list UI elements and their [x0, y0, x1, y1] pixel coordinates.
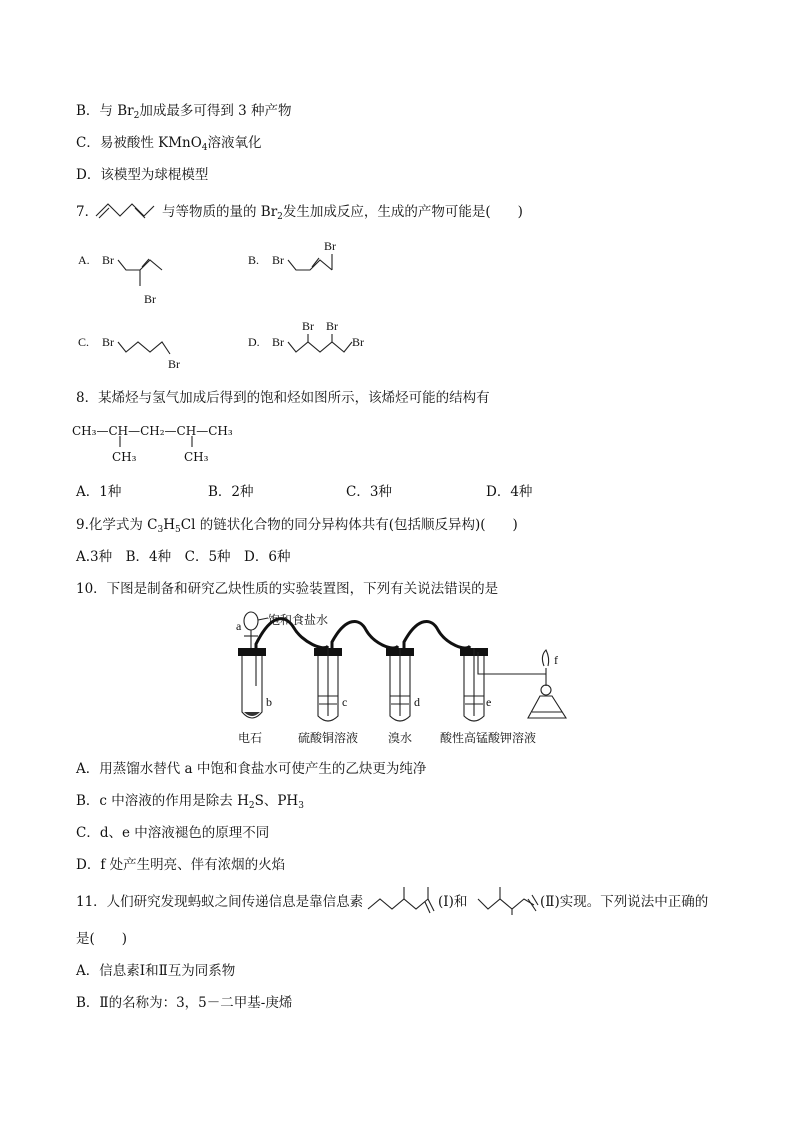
- q10-option-a: A．用蒸馏水替代 a 中饱和食盐水可使产生的乙炔更为纯净: [76, 761, 427, 777]
- svg-text:Br: Br: [272, 253, 284, 267]
- label-b: b: [266, 695, 272, 709]
- q11-option-a: A．信息素Ⅰ和Ⅱ互为同系物: [76, 963, 236, 979]
- q11-stem-mid: (Ⅰ)和: [438, 894, 468, 910]
- svg-text:Br: Br: [326, 319, 338, 333]
- q6-option-d: D．该模型为球棍模型: [76, 167, 209, 183]
- q8-branch-bonds: [72, 436, 272, 448]
- svg-text:Br: Br: [168, 357, 180, 371]
- q8-stem: 8．某烯烃与氢气加成后得到的饱和烃如图所示，该烯烃可能的结构有: [76, 390, 490, 406]
- q7-number: 7．: [76, 204, 99, 220]
- q10-apparatus-diagram: [228, 608, 568, 748]
- q7-option-d-structure: [248, 318, 388, 368]
- q10-stem: 10．下图是制备和研究乙炔性质的实验装置图，下列有关说法错误的是: [76, 581, 499, 597]
- label-a: a: [236, 619, 242, 633]
- q11-pheromone-i-structure: [368, 885, 438, 915]
- label-funnel: 饱和食盐水: [268, 613, 329, 627]
- q11-stem-cont: 是( ): [76, 931, 128, 947]
- label-tube-1: 电石: [238, 731, 263, 745]
- svg-text:B.: B.: [248, 253, 260, 267]
- q6-option-c: C．易被酸性 KMnO$_4$溶液氧化: [76, 135, 262, 153]
- q9-stem: 9.化学式为 $C_3H_5Cl$ 的链状化合物的同分异构体共有(包括顺反异构)( ): [76, 517, 518, 535]
- q7-option-c-structure: [78, 330, 198, 380]
- q8-option-d: D．4种: [486, 484, 533, 500]
- tube-3: [386, 648, 414, 721]
- q8-branch-1: CH₃: [112, 450, 137, 464]
- q11-pheromone-ii-structure: [478, 885, 540, 915]
- q7-diene-structure: [96, 200, 156, 220]
- q11-stem-start: 11．人们研究发现蚂蚁之间传递信息是靠信息素: [76, 894, 364, 910]
- q8-option-b: B．2种: [208, 484, 254, 500]
- q11-stem-end: (Ⅱ)实现。下列说法中正确的: [540, 894, 709, 910]
- svg-text:Br: Br: [302, 319, 314, 333]
- q10-option-b: B．c 中溶液的作用是除去 $H_2S$、$PH_3$: [76, 793, 304, 811]
- label-e: e: [486, 695, 492, 709]
- label-d: d: [414, 695, 420, 709]
- q8-option-c: C．3种: [346, 484, 392, 500]
- svg-text:A.: A.: [78, 253, 90, 267]
- q10-option-d: D．f 处产生明亮、伴有浓烟的火焰: [76, 857, 286, 873]
- q6-option-b: B．与 $Br_2$加成最多可得到 3 种产物: [76, 103, 292, 121]
- label-tube-4: 酸性高锰酸钾溶液: [440, 731, 537, 745]
- tube-2: [314, 648, 342, 721]
- svg-text:Br: Br: [352, 335, 364, 349]
- q7-stem: 与等物质的量的 $Br_2$发生加成反应，生成的产物可能是( ): [162, 204, 523, 222]
- q8-branch-2: CH₃: [184, 450, 209, 464]
- label-tube-2: 硫酸铜溶液: [298, 731, 359, 745]
- svg-text:Br: Br: [272, 335, 284, 349]
- tube-1: [238, 648, 266, 718]
- q8-option-a: A．1种: [76, 484, 122, 500]
- q10-option-c: C．d、e 中溶液褪色的原理不同: [76, 825, 270, 841]
- flask: [528, 674, 566, 718]
- q8-formula-main: CH₃—CH—CH₂—CH—CH₃: [72, 424, 233, 438]
- svg-text:C.: C.: [78, 335, 90, 349]
- q7-option-a-structure: [78, 246, 188, 306]
- q11-option-b: B．Ⅱ的名称为：3，5－二甲基-庚烯: [76, 995, 293, 1011]
- svg-text:Br: Br: [144, 292, 156, 306]
- svg-text:D.: D.: [248, 335, 260, 349]
- svg-text:Br: Br: [324, 239, 336, 253]
- label-tube-3: 溴水: [388, 731, 413, 745]
- tube-4: [460, 648, 488, 721]
- label-f: f: [554, 653, 558, 667]
- svg-text:Br: Br: [102, 335, 114, 349]
- q7-option-b-structure: [248, 236, 368, 296]
- q9-options: A.3种 B．4种 C．5种 D．6种: [76, 549, 291, 565]
- svg-text:Br: Br: [102, 253, 114, 267]
- label-c: c: [342, 695, 348, 709]
